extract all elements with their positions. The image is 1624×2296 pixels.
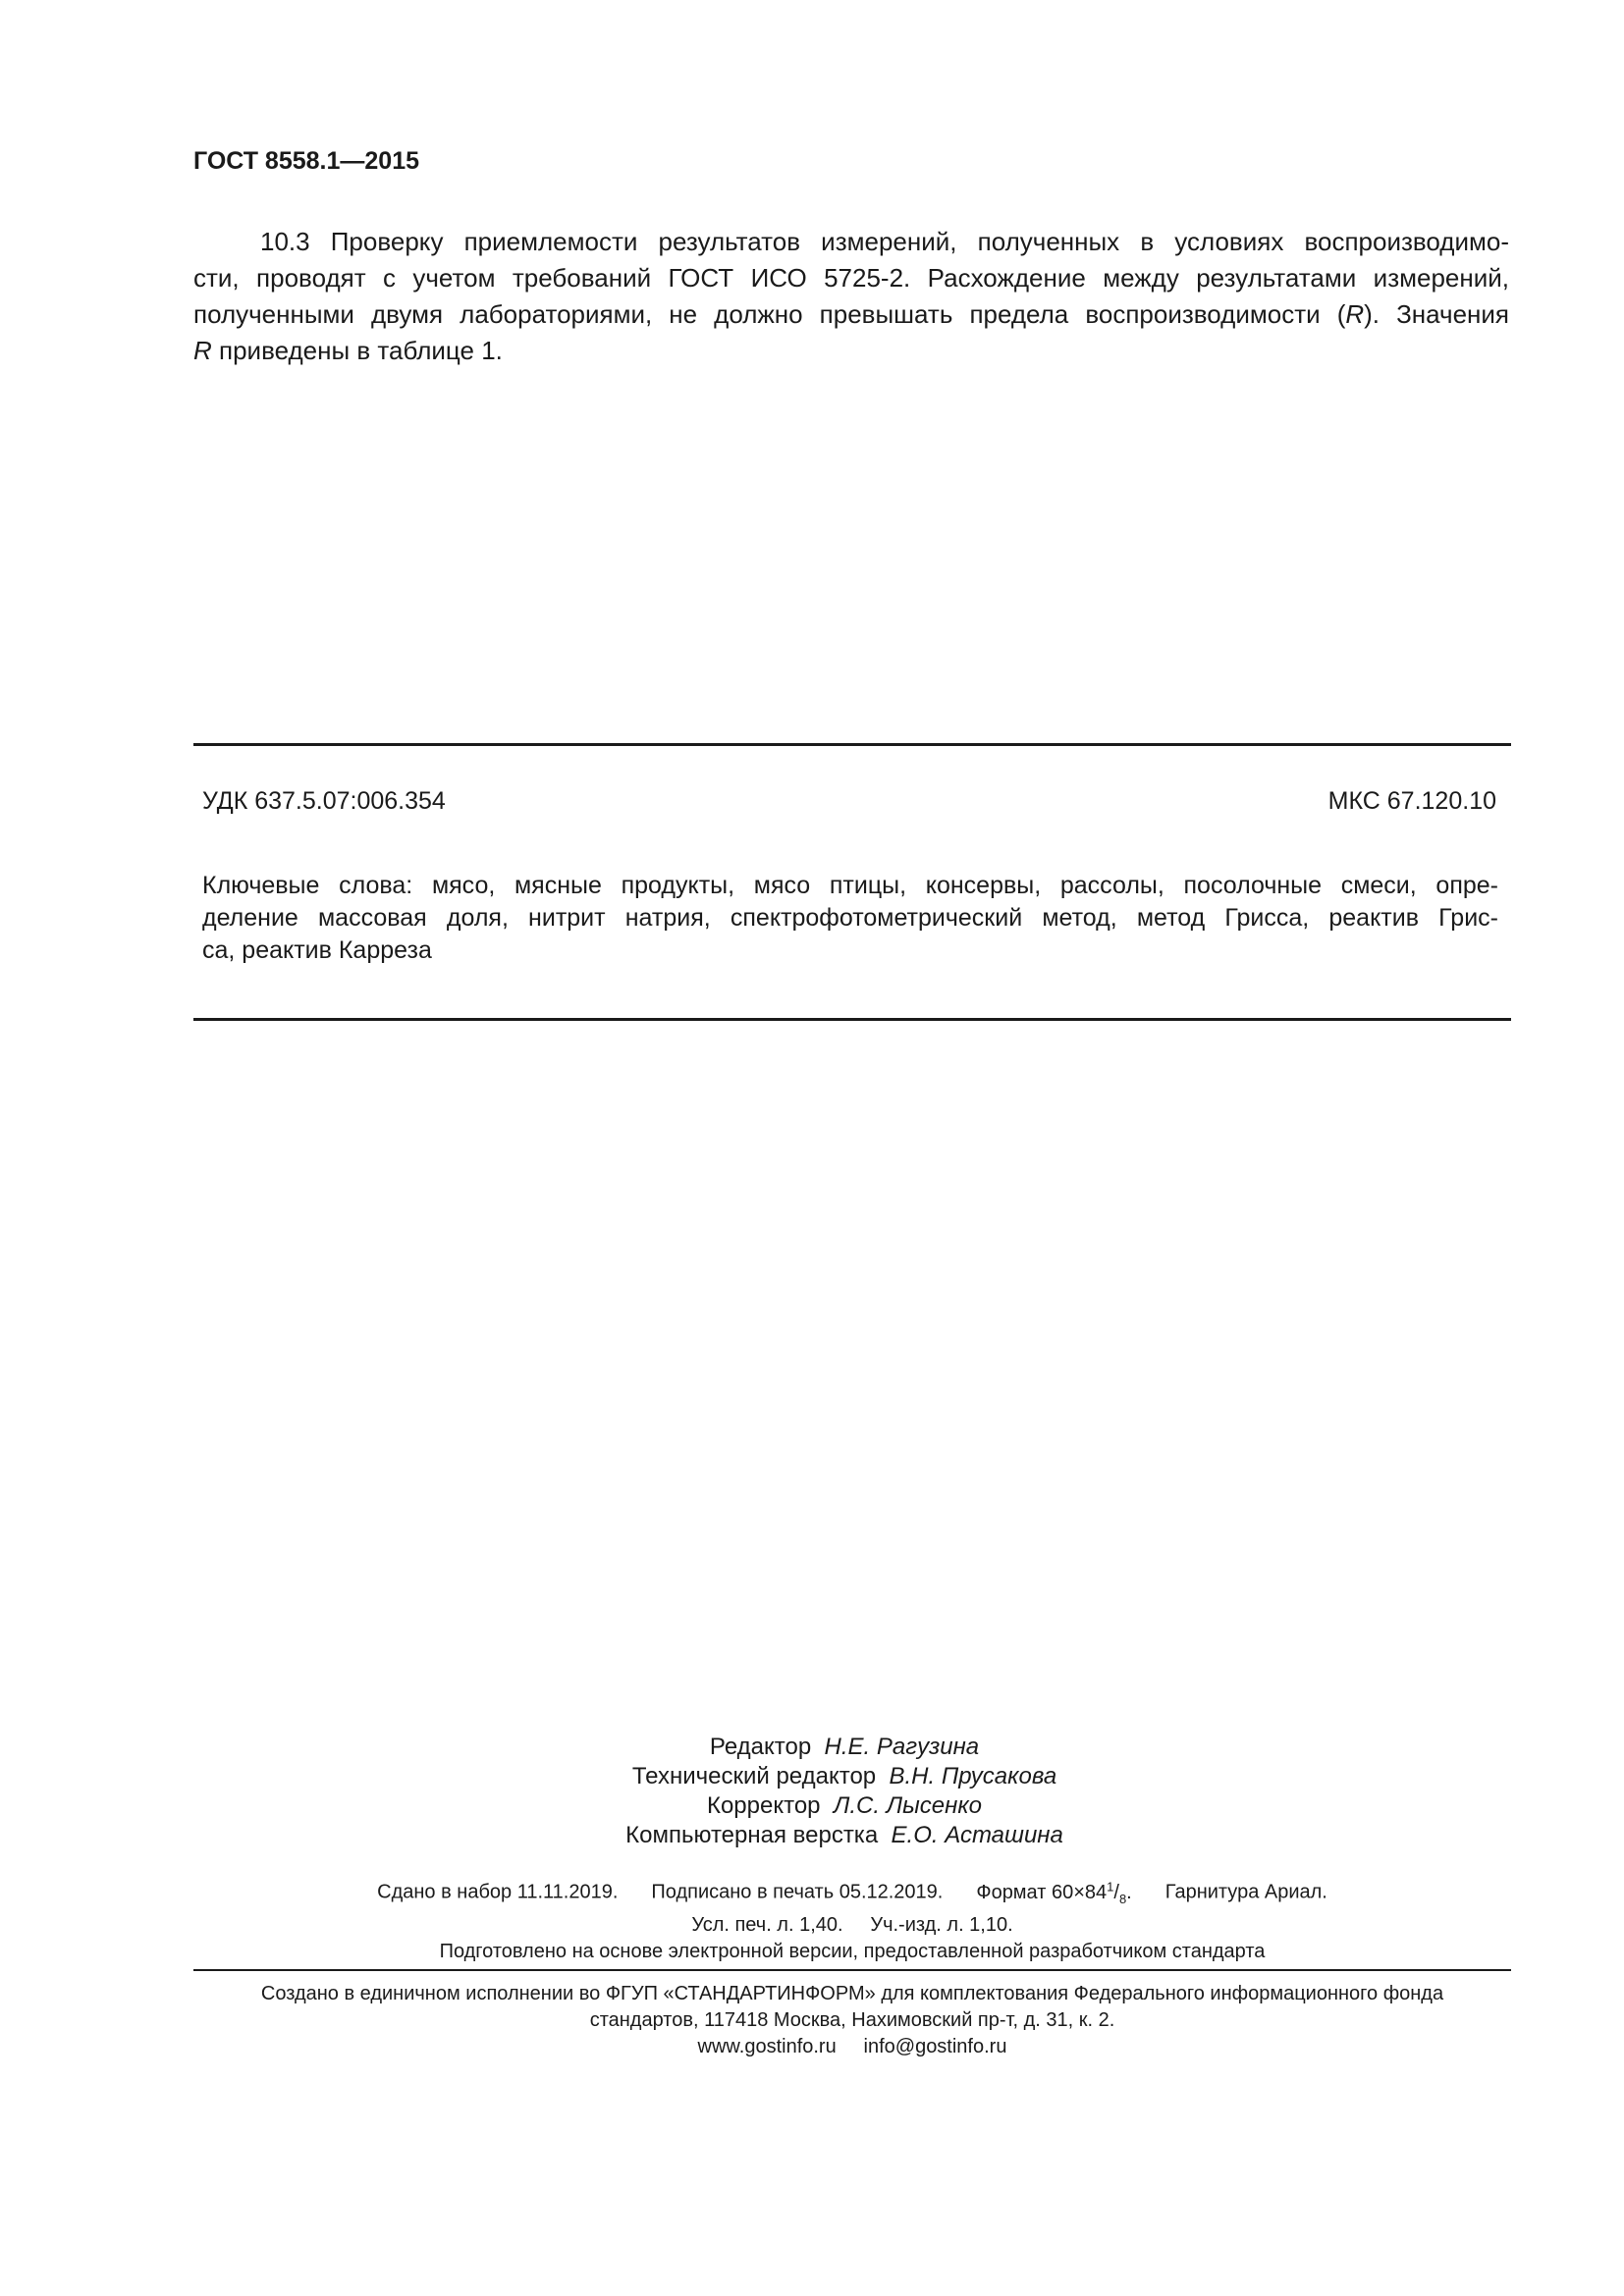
typeface: Гарнитура Ариал.	[1164, 1881, 1327, 1903]
document-header: ГОСТ 8558.1—2015	[193, 147, 420, 175]
keywords-line: деление массовая доля, нитрит натрия, спектрофотометрический метод, метод Грисса, реактив Грис-	[202, 904, 1498, 932]
credit-name: Л.С. Лысенко	[833, 1792, 983, 1819]
credit-name: В.Н. Прусакова	[889, 1763, 1057, 1789]
paragraph-line-text: ). Значения	[1364, 299, 1510, 329]
udk-code: УДК 637.5.07:006.354	[202, 787, 446, 815]
paragraph-line-text: приведены в таблице 1.	[211, 336, 503, 365]
print-info-row	[193, 1912, 1511, 1939]
print-sheets: Усл. печ. л. 1,40.	[691, 1913, 843, 1936]
format-sup: 1	[1107, 1879, 1114, 1894]
publishing-sheets: Уч.-изд. л. 1,10.	[870, 1913, 1013, 1936]
paragraph-line	[193, 296, 1509, 333]
contacts-row	[193, 2034, 1511, 2060]
mks-code: МКС 67.120.10	[1327, 787, 1496, 815]
credit-role: Редактор	[709, 1734, 812, 1760]
signed-date: Подписано в печать 05.12.2019.	[651, 1881, 944, 1903]
format-sub: 8	[1118, 1891, 1127, 1906]
credit-layout	[550, 1821, 1139, 1850]
paragraph-line: 10.3 Проверку приемлемости результатов измерений, полученных в условиях воспроизводимо-	[260, 227, 1509, 256]
paragraph-line-text: полученными двумя лабораториями, не должно превышать предела воспроизводимости (	[193, 299, 1346, 329]
credit-proofreader	[550, 1791, 1139, 1821]
credits-block	[550, 1733, 1139, 1850]
paragraph-line: сти, проводят с учетом требований ГОСТ ИСО 5725-2. Расхождение между результатами измерений,	[193, 263, 1509, 293]
print-info-block	[193, 1873, 1511, 1965]
section-10-3-paragraph	[193, 224, 1509, 369]
created-block	[193, 1981, 1511, 2060]
credit-name: Е.О. Асташина	[891, 1822, 1063, 1848]
created-address: стандартов, 117418 Москва, Нахимовский пр-т, д. 31, к. 2.	[589, 2009, 1115, 2031]
credit-role: Компьютерная верстка	[625, 1822, 879, 1848]
paragraph-line	[193, 333, 1509, 369]
format-text: Формат 60×84	[976, 1881, 1108, 1903]
r-symbol: R	[1345, 299, 1365, 329]
footer-divider	[193, 1969, 1511, 1971]
keywords-line: са, реактив Карреза	[202, 936, 432, 964]
format-suffix: .	[1126, 1881, 1132, 1903]
credit-role: Технический редактор	[631, 1763, 877, 1789]
bottom-divider	[193, 1018, 1511, 1021]
created-line: Создано в единичном исполнении во ФГУП «СТАНДАРТИНФОРМ» для комплектования Федерального информационного фонда	[260, 1983, 1444, 2004]
credit-role: Корректор	[706, 1792, 821, 1819]
prepared-note: Подготовлено на основе электронной версии, предоставленной разработчиком стандарта	[439, 1940, 1266, 1962]
credit-editor	[550, 1733, 1139, 1762]
credit-tech-editor	[550, 1762, 1139, 1791]
top-divider	[193, 743, 1511, 746]
paper-format: Формат $60\times 84^1/_8$.	[976, 1879, 1132, 1906]
email-link[interactable]: info@gostinfo.ru	[863, 2036, 1007, 2057]
print-info-row	[193, 1873, 1511, 1912]
sent-date: Сдано в набор 11.11.2019.	[377, 1881, 619, 1903]
credit-name: Н.Е. Рагузина	[824, 1734, 980, 1760]
website-link[interactable]: www.gostinfo.ru	[697, 2036, 837, 2057]
keywords-block	[202, 870, 1498, 967]
r-symbol: R	[193, 336, 212, 365]
keywords-line: Ключевые слова: мясо, мясные продукты, мясо птицы, консервы, рассолы, посолочные смеси, опре-	[202, 872, 1498, 899]
